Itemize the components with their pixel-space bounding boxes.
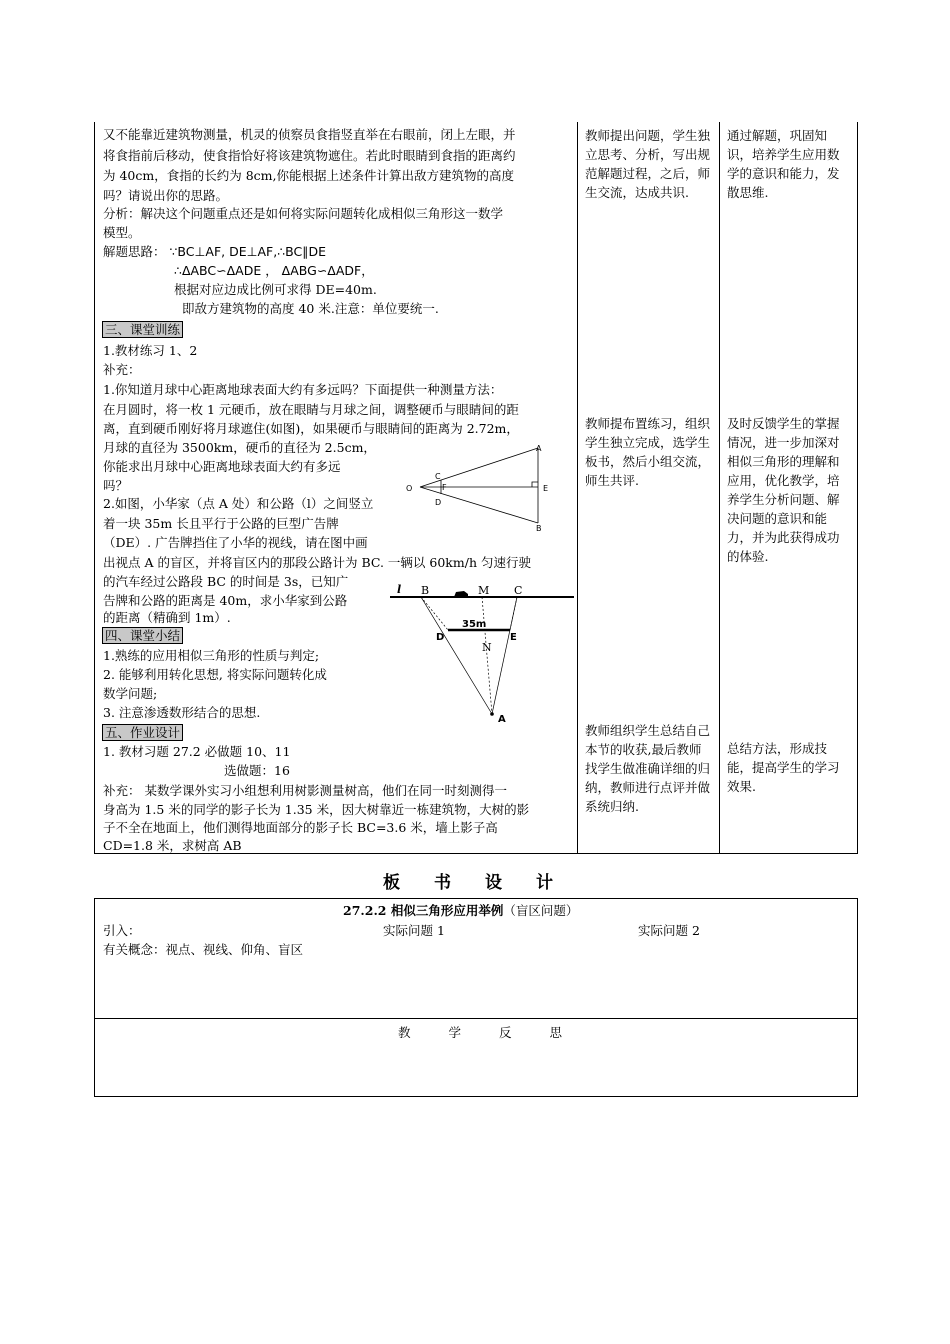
board-title-rest: （盲区问题） [503,903,579,918]
label-B: B [421,584,430,597]
problem-1-line: 你能求出月球中心距离地球表面大约有多远 [103,459,341,474]
table-divider-2 [719,122,720,854]
problem-2-line: 出视点 A 的盲区，并将盲区内的那段公路计为 BC. 一辆以 60km/h 匀速行驶 [103,555,531,570]
teacher-activity-2: 教师提布置练习，组织学生独立完成，选学生板书，然后小组交流，师生共评. [585,416,711,488]
teacher-activity-3: 教师组织学生总结自己本节的收获,最后教师找学生做准确详细的归纳，教师进行点评并做系统归纳. [585,723,711,814]
summary-line: 2. 能够利用转化思想, 将实际问题转化成 [103,667,327,682]
moon-coin-figure [400,440,560,534]
board-title [343,901,578,920]
summary-line: 1.熟练的应用相似三角形的性质与判定; [103,648,320,663]
board-table [94,898,858,1097]
perpendicular-M-A [482,597,492,714]
summary-line: 数学问题; [103,686,158,701]
board-concepts: 有关概念：视点、视线、仰角、盲区 [103,942,304,957]
problem-2-line: 的距离（精确到 1m）. [103,610,231,625]
main-line: 根据对应边成比例可求得 DE=40m. [174,282,377,297]
label-M: M [478,584,490,597]
label-C: C [514,584,523,597]
section-heading-5-label: 五、作业设计 [102,724,183,741]
main-line: 为 40cm，食指的长约为 8cm,你能根据上述条件计算出敌方建筑物的高度 [103,168,514,183]
label-N: N [482,641,492,654]
label-E: E [510,632,517,643]
teaching-reflection-heading [398,1023,600,1042]
problem-2-line: 着一块 35m 长且平行于公路的巨型广告牌 [103,516,339,531]
homework-supplement-line: 子不全在地面上，他们测得地面部分的影子长 BC=3.6 米，墙上影子高 [103,820,498,835]
label-O: O [406,484,413,493]
board-heading [383,871,587,895]
homework-supplement-line: CD=1.8 米，求树高 AB [103,838,242,853]
label-A: A [536,444,542,453]
label-35m: 35m [462,619,487,630]
homework-line: 1. 教材习题 27.2 必做题 10、11 [103,744,291,759]
table-border-left [94,122,95,854]
label-E: E [543,484,549,493]
teacher-activity-1: 教师提出问题，学生独立思考、分析，写出规范解题过程，之后，师生交流，达成共识. [585,128,711,200]
board-table-divider [94,1018,858,1019]
main-line: ∴ΔABC∽ΔADE ， ΔABG∽ΔADF， [174,263,374,278]
sight-line-B-D [421,597,448,630]
board-problem-1: 实际问题 1 [383,923,445,938]
label-A: A [498,714,506,725]
main-line: 将食指前后移动，使食指恰好将该建筑物遮住。若此时眼睛到食指的距离约 [103,148,516,163]
label-l: l [397,583,402,596]
problem-1-line: 离，直到硬币刚好将月球遮住(如图)，如果硬币与眼睛间的距离为 2.72m， [103,421,519,436]
table-divider-1 [577,122,578,854]
blind-zone-figure [388,578,576,726]
homework-line: 选做题：16 [224,763,290,778]
sight-line-C-E [510,597,517,630]
label-D: D [435,498,442,507]
problem-2-line: （DE）. 广告牌挡住了小华的视线，请在图中画 [103,535,368,550]
board-title-bold: 27.2.2 相似三角形应用举例 [343,903,504,918]
main-line: 分析：解决这个问题重点还是如何将实际问题转化成相似三角形这一数学 [103,206,504,221]
board-intro: 引入： [103,923,141,938]
section-heading-3 [102,320,183,339]
label-C: C [435,472,441,481]
point-A [490,712,494,716]
design-intent-1: 通过解题，巩固知识，培养学生应用数学的意识和能力，发散思维. [727,128,840,200]
label-F: F [442,483,447,492]
right-angle-mark [532,482,538,487]
label-D: D [436,632,445,643]
label-B: B [536,524,542,533]
main-line: 即敌方建筑物的高度 40 米.注意：单位要统一. [182,301,439,316]
board-heading-text: 板书设计 [383,873,587,893]
sight-line-upper [420,448,538,487]
problem-2-line: 告牌和公路的距离是 40m，求小华家到公路 [103,593,348,608]
section-heading-5 [102,723,183,742]
section-heading-4 [102,626,183,645]
design-intent-3: 总结方法，形成技能，提高学生的学习效果. [727,741,840,794]
section-heading-3-label: 三、课堂训练 [102,321,183,338]
problem-1-line: 在月圆时，将一枚 1 元硬币，放在眼睛与月球之间，调整硬币与眼睛间的距 [103,402,519,417]
board-problem-2: 实际问题 2 [638,923,700,938]
sight-line-A-B [421,597,492,714]
exercise-1: 1.教材练习 1、2 [103,343,198,358]
main-line: 又不能靠近建筑物测量，机灵的侦察员食指竖直举在右眼前，闭上左眼，并 [103,127,516,142]
problem-2-line: 的汽车经过公路段 BC 的时间是 3s，已知广 [103,574,349,589]
problem-1-line: 吗？ [103,478,129,493]
main-line: 解题思路： ∵BC⊥AF, DE⊥AF,∴BC∥DE [103,244,327,259]
main-line: 吗？请说出你的思路。 [103,188,229,203]
car-shape [454,591,468,597]
design-intent-2: 及时反馈学生的掌握情况，进一步加深对相似三角形的理解和应用，优化教学，培养学生分析问题、解决问题的意识和能力，并为此获得成功的体验. [727,416,840,564]
problem-2-line: 2.如图，小华家（点 A 处）和公路（l）之间竖立 [103,496,374,511]
homework-supplement-line: 补充： 某数学课外实习小组想利用树影测量树高，他们在同一时刻测得一 [103,783,507,798]
homework-supplement-line: 身高为 1.5 米的同学的影子长为 1.35 米，因大树靠近一栋建筑物，大树的影 [103,802,530,817]
main-line: 模型。 [103,225,141,240]
teaching-reflection-text: 教学反思 [398,1025,601,1040]
summary-line: 3. 注意渗透数形结合的思想. [103,705,261,720]
section-heading-4-label: 四、课堂小结 [102,627,183,644]
supplement-label: 补充： [103,362,141,377]
table-border-right [857,122,858,854]
problem-1-line: 1.你知道月球中心距离地球表面大约有多远吗？下面提供一种测量方法： [103,382,503,397]
problem-1-line: 月球的直径为 3500km，硬币的直径为 2.5cm， [103,440,376,455]
